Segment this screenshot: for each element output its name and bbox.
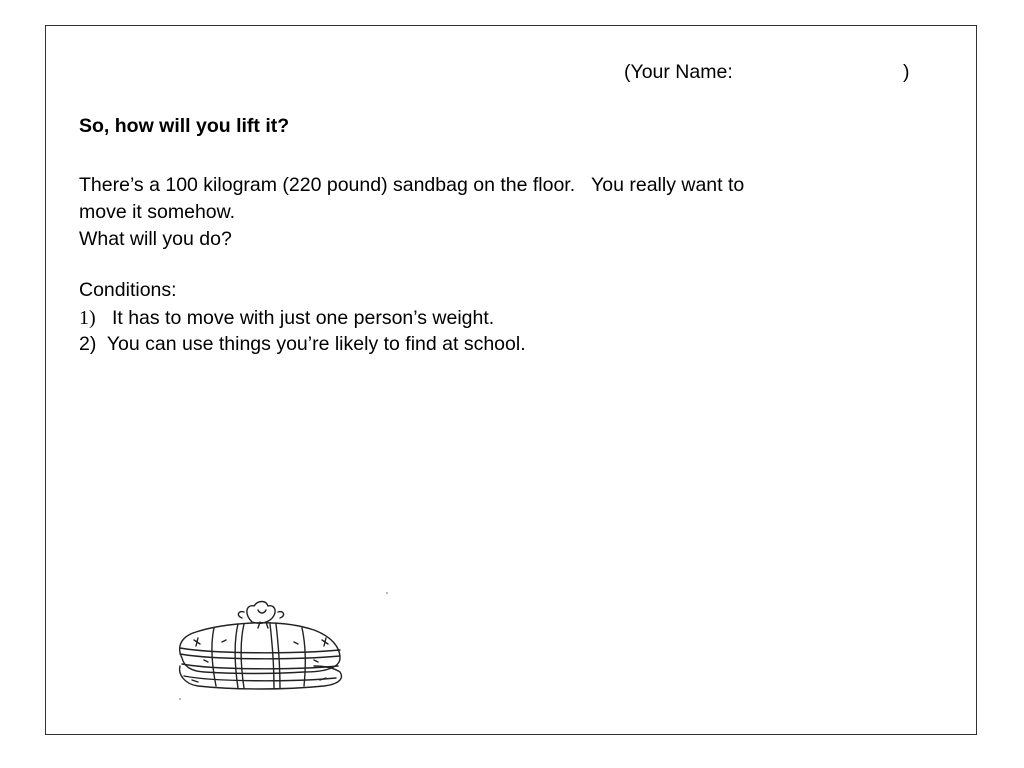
speck-mark — [179, 698, 181, 700]
speck-mark — [386, 592, 388, 594]
intro-line-1: There’s a 100 kilogram (220 pound) sandbag on the floor. You really want to — [79, 174, 745, 196]
intro-paragraph — [79, 172, 879, 253]
worksheet — [45, 25, 977, 735]
condition-item-1 — [79, 308, 494, 329]
condition-number: 2) — [79, 333, 97, 355]
condition-item-2 — [79, 335, 526, 355]
your-name-close-paren: ) — [903, 61, 910, 83]
intro-line-2: move it somehow. — [79, 201, 236, 223]
condition-number: 1) — [79, 307, 96, 329]
your-name-label: (Your Name: — [624, 61, 733, 83]
conditions-title: Conditions: — [79, 279, 177, 301]
intro-line-3: What will you do? — [79, 228, 232, 250]
sandbag-illustration — [174, 596, 346, 692]
condition-text: It has to move with just one person’s weight. — [111, 307, 495, 329]
worksheet-title: So, how will you lift it? — [79, 115, 290, 137]
condition-text: You can use things you’re likely to find at school. — [106, 333, 526, 355]
